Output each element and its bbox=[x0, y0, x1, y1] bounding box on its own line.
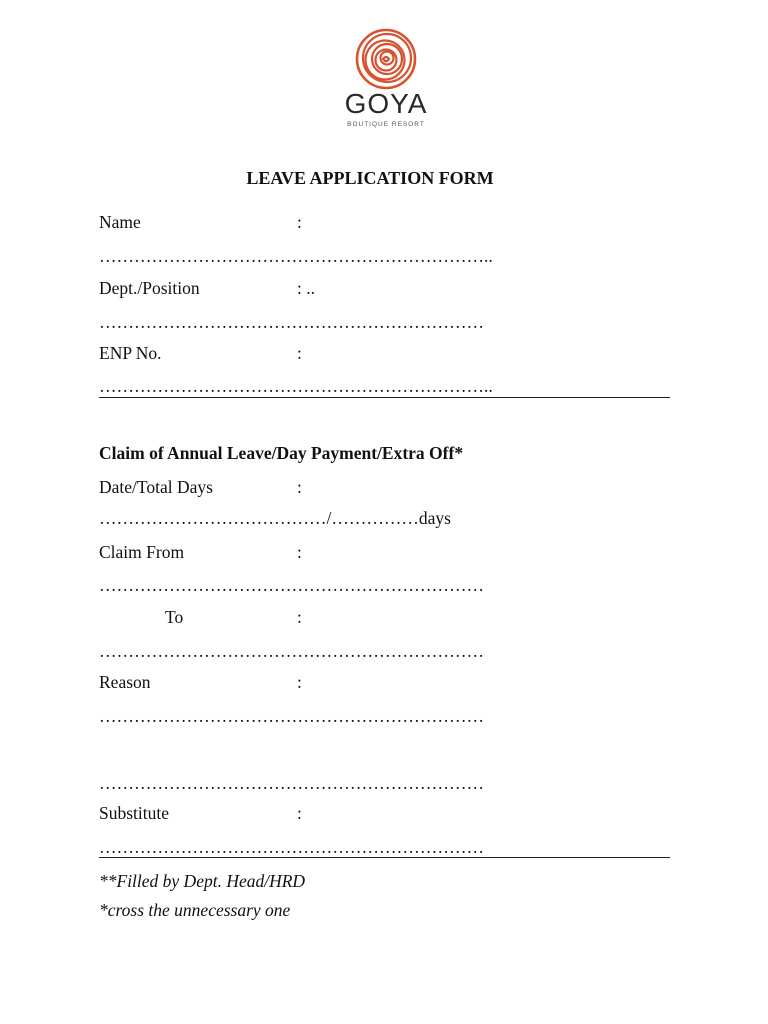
goya-logo bbox=[336, 28, 436, 128]
reason-label: Reason bbox=[99, 672, 151, 692]
name-colon: : bbox=[297, 212, 302, 232]
enp-no-entry-line[interactable]: ………………………………………………………….. bbox=[99, 376, 493, 396]
claim-from-entry-line[interactable]: ………………………………………………………… bbox=[99, 575, 484, 595]
form-title: LEAVE APPLICATION FORM bbox=[246, 168, 494, 188]
section-divider bbox=[99, 397, 670, 398]
footer-divider bbox=[99, 857, 670, 858]
date-total-days-colon: : bbox=[297, 477, 302, 497]
note-filled-by: **Filled by Dept. Head/HRD bbox=[99, 871, 306, 891]
claim-heading: Claim of Annual Leave/Day Payment/Extra Off* bbox=[99, 443, 464, 463]
dept-position-label: Dept./Position bbox=[99, 278, 200, 298]
logo-subtitle: BOUTIQUE RESORT bbox=[347, 121, 425, 128]
dept-position-colon: : .. bbox=[297, 278, 315, 298]
substitute-label: Substitute bbox=[99, 803, 170, 823]
logo-wordmark: GOYA bbox=[344, 88, 428, 119]
reason-entry-line-2[interactable]: ………………………………………………………… bbox=[99, 773, 484, 793]
substitute-entry-line[interactable]: ………………………………………………………… bbox=[99, 837, 484, 857]
spiral-mark-icon bbox=[353, 28, 419, 90]
enp-no-colon: : bbox=[297, 343, 302, 363]
date-total-days-entry-line[interactable]: …………………………………/……………days bbox=[99, 508, 451, 528]
substitute-colon: : bbox=[297, 803, 302, 823]
date-total-days-label: Date/Total Days bbox=[99, 477, 213, 497]
claim-to-label: To bbox=[165, 607, 184, 627]
note-cross-unnecessary: *cross the unnecessary one bbox=[99, 900, 291, 920]
reason-colon: : bbox=[297, 672, 302, 692]
claim-to-colon: : bbox=[297, 607, 302, 627]
claim-from-colon: : bbox=[297, 542, 302, 562]
name-label: Name bbox=[99, 212, 141, 232]
reason-entry-line-1[interactable]: ………………………………………………………… bbox=[99, 706, 484, 726]
claim-to-entry-line[interactable]: ………………………………………………………… bbox=[99, 641, 484, 661]
claim-from-label: Claim From bbox=[99, 542, 185, 562]
dept-position-entry-line[interactable]: ………………………………………………………… bbox=[99, 312, 484, 332]
enp-no-label: ENP No. bbox=[99, 343, 162, 363]
name-entry-line[interactable]: ………………………………………………………….. bbox=[99, 246, 493, 266]
